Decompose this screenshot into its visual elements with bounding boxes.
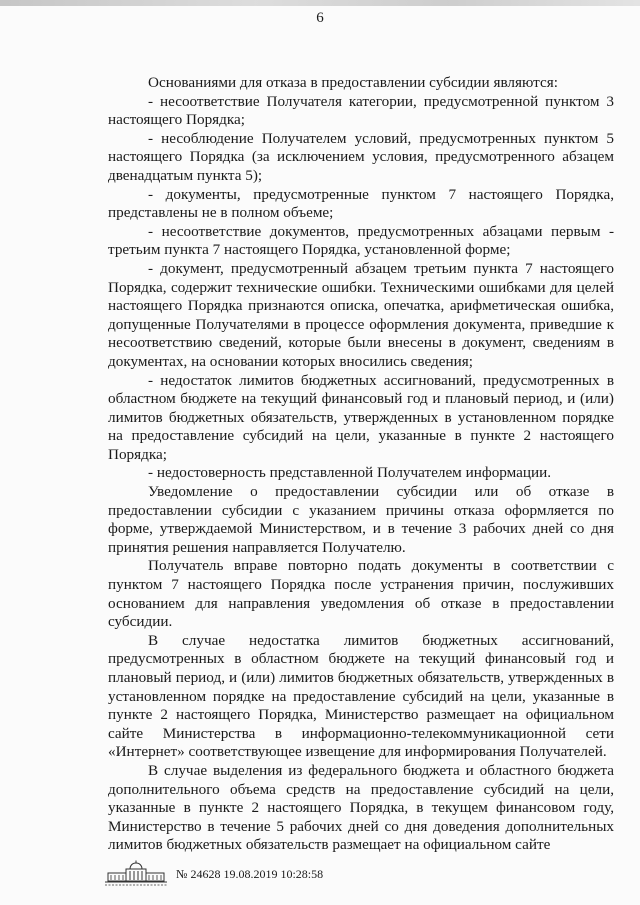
document-body [108, 74, 614, 855]
building-stamp-icon [104, 860, 168, 888]
list-item: - документ, предусмотренный абзацем третьим пункта 7 настоящего Порядка, содержит технические ошибки. Техническими ошибками для целей настоящего Порядка признаются описка, опечатка, арифметическая ошибка, допущенные Получателями в процессе оформления документа, приведшие к несоответствию сведений, которые были внесены в документ, сведениям в документах, на основании которых вносились сведения; [108, 259, 614, 370]
paragraph: Основаниями для отказа в предоставлении субсидии являются: [148, 74, 558, 91]
page-number: 6 [316, 10, 324, 26]
scan-edge [0, 0, 640, 6]
registration-footer [104, 860, 364, 890]
list-item: - документы, предусмотренные пунктом 7 настоящего Порядка, представлены не в полном объеме; [108, 185, 614, 222]
paragraph: Уведомление о предоставлении субсидии или об отказе в предоставлении субсидии с указанием причины отказа оформляется по форме, утверждаемой Министерством, и в течение 3 рабочих дней со дня принятия решения направляется Получателю. [108, 483, 614, 556]
list-item: - несоответствие Получателя категории, предусмотренной пунктом 3 настоящего Порядка; [108, 92, 614, 129]
list-item: - несоблюдение Получателем условий, предусмотренных пунктом 5 настоящего Порядка (за исключением условия, предусмотренного абзацем двенадцатым пункта 5); [108, 129, 614, 184]
registration-stamp: № 24628 19.08.2019 10:28:58 [176, 867, 324, 881]
paragraph: Получатель вправе повторно подать документы в соответствии с пунктом 7 настоящего Порядка после устранения причин, послуживших основанием для направления уведомления об отказе в предоставлении субсидии. [108, 557, 614, 631]
paragraph: В случае недостатка лимитов бюджетных ассигнований, предусмотренных в областном бюджете на текущий финансовый год и плановый период, и (или) лимитов бюджетных обязательств, утвержденных в установленном порядке на предоставление субсидий на цели, указанные в пункте 2 настоящего Порядка, Министерство размещает на официальном сайте Министерства в информационно-телекоммуникационной сети «Интернет» соответствующее извещение для информирования Получателей. [108, 631, 614, 761]
list-item: - недостаток лимитов бюджетных ассигнований, предусмотренных в областном бюджете на текущий финансовый год и плановый период, и (или) лимитов бюджетных обязательств, утвержденных в установленном порядке на предоставление субсидий на цели, указанные в пункте 2 настоящего Порядка; [108, 371, 614, 463]
list-item: - несоответствие документов, предусмотренных абзацами первым - третьим пункта 7 настоящего Порядка, установленной форме; [108, 222, 614, 259]
paragraph: В случае выделения из федерального бюджета и областного бюджета дополнительного объема средств на предоставление субсидий на цели, указанные в пункте 2 настоящего Порядка, в текущем финансовом году, Министерство в течение 5 рабочих дней со дня доведения дополнительных лимитов бюджетных обязательств размещает на официальном сайте [108, 761, 614, 854]
list-item: - недостоверность представленной Получателем информации. [148, 464, 552, 482]
